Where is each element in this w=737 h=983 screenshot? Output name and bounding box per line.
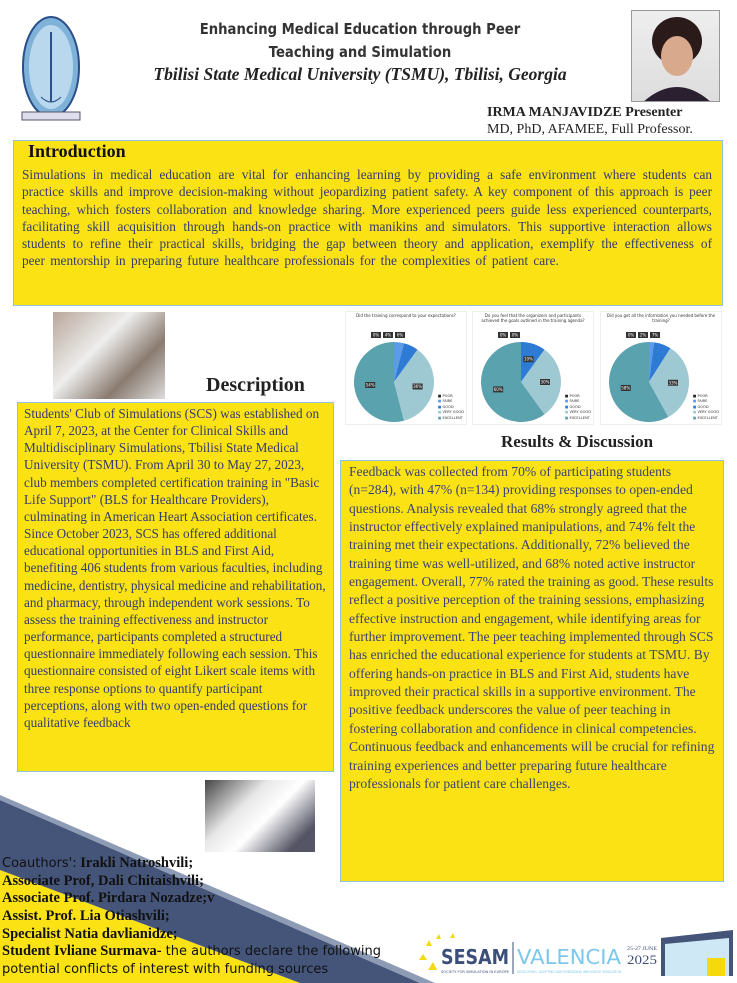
results-heading: Results & Discussion (501, 432, 654, 451)
pie-legend (693, 394, 719, 421)
legend-swatch: ■ (437, 404, 442, 409)
pie-data-label: 60% (493, 386, 503, 392)
coauthors (2, 855, 397, 979)
slogan: DEVELOPING, ADOPTING AND EMBEDDING INNOVATIVE SIMULATION (517, 970, 622, 974)
pie-data-label: 2% (639, 332, 647, 338)
pie-data-label: 54% (365, 382, 375, 388)
dates: 25-27 JUNE (627, 947, 657, 952)
legend-swatch: ■ (564, 394, 569, 399)
results-text: Feedback was collected from 70% of participating students (n=284), with 47% (n=134) providing responses to open-ended questions. Analysis revealed that 68% strongly agreed that the instructor effectively explained manipulations, and 74% felt the training met their expectations. Additionally, 72% believed the training time was well-utilized, and 68% noted active instructor engagement. Overall, 77% rated the training as good. These results reflect a positive perception of the training sessions, emphasizing effective instruction and engagement, while identifying areas for further improvement. The peer teaching implemented through SCS has enriched the educational experience for students at TSMU. By offering hands-on practice in BLS and First Aid, students have improved their practical skills in a supportive environment. The positive feedback underscores the value of peer teaching in fostering collaboration and confidence in clinical competencies. Continuous feedback and enhancements will be crucial for refining training experiences and better preparing future healthcare professionals for patient care challenges. (349, 464, 715, 791)
poster-title-line2: Teaching and Simulation (268, 43, 452, 61)
coauthor: Student Ivliane Surmava- (2, 943, 162, 960)
legend-entry (693, 416, 719, 421)
description-box (17, 402, 334, 772)
legend-label: FAIRE (697, 399, 708, 404)
pie-data-label: 58% (621, 385, 631, 391)
pie-title: Did the training correspond to your expectations? (356, 313, 456, 318)
presenter-name: IRMA MANJAVIDZE Presenter (487, 105, 683, 120)
pie-title: Do you feel that the organizers and participants achieved the goals outlined in the training agenda? (481, 313, 585, 323)
pie-data-label: 0% (627, 332, 635, 338)
city: VALENCIA (517, 945, 622, 969)
pie-data-label: 0% (511, 332, 519, 338)
coauthor: Associate Prof, Dali Chitaishvili; (2, 872, 204, 889)
pie-legend (565, 394, 591, 421)
pie-data-label: 30% (540, 379, 550, 385)
legend-label: POOR (442, 394, 453, 399)
conflict-statement: the authors declare the following potential conflicts of interest with funding sources (2, 944, 381, 978)
legend-swatch: ■ (692, 404, 697, 409)
results-box (340, 460, 724, 882)
legend-swatch: ■ (692, 415, 697, 420)
legend-label: POOR (697, 394, 708, 399)
presenter-credentials: MD, PhD, AFAMEE, Full Professor. (487, 122, 693, 137)
pie-chart (345, 311, 467, 425)
sesam-name: SESAM (441, 945, 509, 969)
pie-data-label: 0% (499, 332, 507, 338)
presenter-photo (631, 10, 720, 102)
pie-data-label: 7% (651, 332, 659, 338)
legend-label: VERY GOOD (569, 410, 591, 415)
coauthors-label: Coauthors': (2, 856, 77, 871)
legend-swatch: ■ (437, 394, 442, 399)
pie-data-label: 33% (668, 380, 678, 386)
pie-data-label: 36% (413, 383, 423, 389)
coauthor: Irakli Natroshvili; (80, 855, 194, 871)
legend-label: EXCELLENT (569, 415, 590, 420)
legend-swatch: ■ (564, 399, 569, 404)
legend-label: FAIRE (442, 399, 453, 404)
legend-label: VERY GOOD (697, 410, 719, 415)
legend-swatch: ■ (437, 410, 442, 415)
coauthor: Assist. Prof. Lia Otiashvili; (2, 908, 170, 925)
pie-data-label: 10% (523, 356, 533, 362)
introduction-text: Simulations in medical education are vital for enhancing learning by providing a safe environment where students can practice skills and improve decision-making without jeopardizing patient safety. A key component of this approach is peer teaching, which fosters collaboration and knowledge sharing. More experienced peers guide less experienced counterparts, facilitating skill acquisition through hands-on practice with manikins and simulators. This supportive interaction allows students to refine their practical skills, bridging the gap between theory and application, exemplify the effectiveness of peer mentorship in preparing future healthcare professionals for the complexities of patient care. (22, 167, 712, 269)
legend-swatch: ■ (692, 410, 697, 415)
legend-swatch: ■ (692, 399, 697, 404)
coauthor: Associate Prof. Pirdara Nozadze;v (2, 890, 215, 907)
year: 2025 (627, 952, 657, 967)
pie-legend (438, 394, 464, 421)
legend-swatch: ■ (564, 404, 569, 409)
pie-data-label: 4% (384, 332, 392, 338)
legend-swatch: ■ (564, 410, 569, 415)
description-heading: Description (206, 374, 305, 396)
introduction-heading: Introduction (28, 141, 126, 161)
sesam-valencia-logo (417, 928, 733, 978)
pie-title: Did you get all the information you needed before the training? (606, 313, 716, 323)
legend-label: GOOD (442, 404, 454, 409)
sesam-tagline: SOCIETY FOR SIMULATION IN EUROPE (441, 970, 509, 974)
pie-data-label: 6% (396, 332, 404, 338)
legend-swatch: ■ (692, 394, 697, 399)
legend-label: GOOD (569, 404, 581, 409)
legend-swatch: ■ (437, 399, 442, 404)
institution: Tbilisi State Medical University (TSMU), Tbilisi, Georgia (153, 64, 567, 84)
training-photo (205, 780, 315, 852)
students-photo (53, 312, 165, 399)
legend-swatch: ■ (437, 415, 442, 420)
introduction-box (13, 140, 723, 306)
legend-label: GOOD (697, 404, 709, 409)
legend-label: EXCELLENT (442, 415, 463, 420)
poster-title-line1: Enhancing Medical Education through Peer (199, 20, 521, 38)
pie-chart (472, 311, 594, 425)
legend-label: VERY GOOD (442, 410, 464, 415)
description-text: Students' Club of Simulations (SCS) was established on April 7, 2023, at the Center for Clinical Skills and Multidisciplinary Simulations, Tbilisi State Medical University (TSMU). From April 30 to May 27, 2023, club members completed certification training in "Basic Life Support" (BLS for Healthcare Providers), culminating in American Heart Association certificates. Since October 2023, SCS has offered additional educational opportunities in BLS and First Aid, benefiting 406 students from various faculties, including medicine, dentistry, physical medicine and rehabilitation, and pharmacy, through independent work sessions. To assess the training effectiveness and instructor performance, participants completed a structured questionnaire immediately following each session. This questionnaire consisted of eight Likert scale items with three response options to quantify participant perceptions, along with two open-ended questions for qualitative feedback (24, 406, 326, 730)
pie-chart (600, 311, 722, 425)
legend-swatch: ■ (564, 415, 569, 420)
legend-entry (438, 416, 464, 421)
legend-label: EXCELLENT (697, 415, 718, 420)
legend-label: POOR (569, 394, 580, 399)
legend-label: FAIRE (569, 399, 580, 404)
university-logo (14, 12, 88, 130)
pie-data-label: 0% (372, 332, 380, 338)
legend-entry (565, 416, 591, 421)
coauthor: Specialist Natia davlianidze; (2, 925, 178, 942)
